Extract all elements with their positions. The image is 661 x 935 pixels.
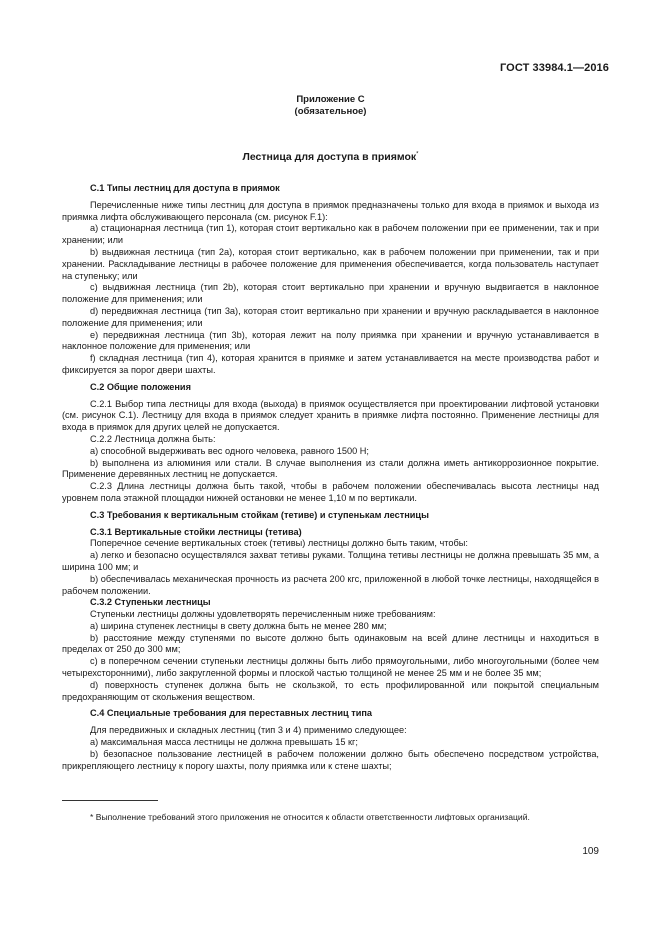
list-item: b) выполнена из алюминия или стали. В случае выполнения из стали должна иметь антикоррозионное покрытие. Применение деревянных лестниц не допускается. (62, 457, 599, 480)
standard-number: ГОСТ 33984.1—2016 (499, 62, 609, 74)
list-item: a) стационарная лестница (тип 1), которая стоит вертикально как в рабочем положении при ее применении, так и при хранении; или (62, 223, 599, 246)
list-item: a) способной выдерживать вес одного человека, равного 1500 Н; (90, 445, 369, 456)
section-heading: С.3 Требования к вертикальным стойкам (тетиве) и ступенькам лестницы (90, 509, 429, 520)
subsection-heading: С.3.2 Ступеньки лестницы (90, 597, 211, 608)
list-item: c) в поперечном сечении ступеньки лестницы должны быть либо прямоугольными, либо многоугольными (более чем четырехсторонними), либо закругленной формы и плоской частью толщиной не менее 25 мм и не более 35 мм; (62, 656, 599, 679)
page-title (0, 151, 661, 163)
list-item: b) обеспечивалась механическая прочность из расчета 200 кгс, приложенной в любой точке лестницы, находящейся в рабочем положении. (62, 573, 599, 596)
paragraph: Поперечное сечение вертикальных стоек (тетивы) лестницы должно быть таким, чтобы: (90, 538, 468, 549)
list-item: d) передвижная лестница (тип 3а), которая стоит вертикально при хранении и вручную раскладывается в наклонное положение для применения; или (62, 305, 599, 328)
appendix-status: (обязательное) (294, 106, 367, 117)
section-heading: С.2 Общие положения (90, 381, 191, 392)
list-item: a) максимальная масса лестницы не должна превышать 15 кг; (90, 737, 358, 748)
list-item: a) легко и безопасно осуществлялся захват тетивы руками. Толщина тетивы лестницы не должна превышать 35 мм, а ширина 100 мм; и (62, 550, 599, 572)
list-item: b) расстояние между ступенями по высоте должно быть одинаковым на всей длине лестницы и находиться в пределах от 250 до 300 мм; (62, 632, 599, 655)
title-text: Лестница для доступа в приямок (242, 151, 417, 163)
paragraph: Ступеньки лестницы должны удовлетворять перечисленным ниже требованиям: (90, 609, 436, 620)
page-number: 109 (582, 846, 599, 857)
list-item: b) выдвижная лестница (тип 2а), которая стоит вертикально, как в рабочем положении при применении, так и при хранении. Раскладывание лестницы в рабочее положение для применения обеспечивается, когда пользователь наступает на ступеньку; или (62, 246, 599, 281)
list-item: c) выдвижная лестница (тип 2b), которая стоит вертикально при хранении и вручную выдвигается в наклонное положение для применения; или (62, 282, 599, 305)
appendix-label: Приложение С (296, 94, 365, 105)
footnote-divider (62, 800, 158, 801)
paragraph: С.2.1 Выбор типа лестницы для входа (выхода) в приямок осуществляется при проектировании лифтовой установки (см. рисунок С.1). Лестницу для входа в приямок следует хранить в приямке лифта постоянно. Применение лестницы для входа в приямок для других целей не допускается. (62, 398, 599, 433)
section-heading: С.4 Специальные требования для переставных лестниц типа (90, 708, 373, 719)
paragraph: С.2.3 Длина лестницы должна быть такой, чтобы в рабочем положении обеспечивалась высота лестницы над уровнем пола этажной площадки нижней остановки не менее 1,10 м по вертикали. (62, 481, 599, 503)
list-item: b) безопасное пользование лестницей в рабочем положении должно быть обеспечено посредством устройства, прикрепляющего лестницу к порогу шахты, полу приямка или к стене шахты; (62, 748, 599, 771)
paragraph: Перечисленные ниже типы лестниц для доступа в приямок предназначены только для входа в приямок и выхода из приямка лифта обслуживающего персонала (см. рисунок F.1): (62, 199, 599, 222)
list-item: f) складная лестница (тип 4), которая хранится в приямке и затем устанавливается на месте производства работ и фиксируется за порог двери шахты. (62, 353, 599, 375)
title-footnote-mark: * (416, 151, 419, 158)
footnote: * Выполнение требований этого приложения не относится к области ответственности лифтовых организаций. (90, 812, 530, 822)
list-item: e) передвижная лестница (тип 3b), которая лежит на полу приямка при хранении и вручную устанавливается в наклонное положение для применения; или (62, 329, 599, 352)
paragraph: С.2.2 Лестница должна быть: (90, 433, 216, 444)
list-item: a) ширина ступенек лестницы в свету должна быть не менее 280 мм; (90, 620, 387, 631)
subsection-heading: С.3.1 Вертикальные стойки лестницы (тетива) (90, 526, 302, 537)
paragraph: Для передвижных и складных лестниц (тип 3 и 4) применимо следующее: (90, 725, 407, 736)
document-body (62, 183, 599, 772)
list-item: d) поверхность ступенек должна быть не скользкой, то есть профилированной или покрытой специальным предохраняющим от скольжения веществом. (62, 679, 599, 702)
section-heading: С.1 Типы лестниц для доступа в приямок (90, 183, 280, 193)
